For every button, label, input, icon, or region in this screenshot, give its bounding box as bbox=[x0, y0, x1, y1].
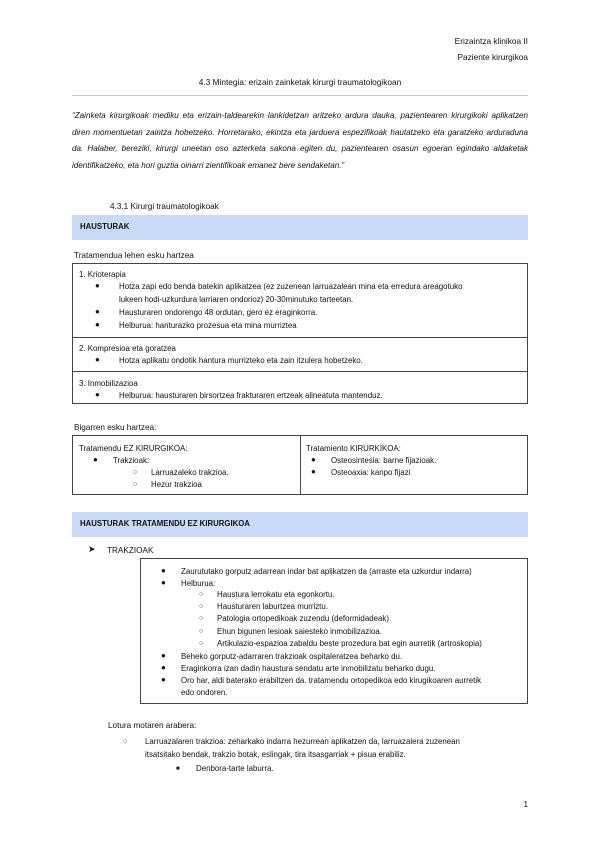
section-band-non-surgical bbox=[72, 512, 528, 537]
circle-bullet-icon: ○ bbox=[133, 481, 138, 488]
surgical-title: Tratamiento KIRURKIKOA: bbox=[306, 444, 401, 453]
list-item: Hausturaren ondorengo 48 ordutan, gero ez eraginkorra. bbox=[119, 308, 318, 317]
first-aid-title: Tratamendua lehen esku hartzea bbox=[74, 251, 194, 260]
list-item: Helburua: hausturaren birsortzea frakturaren ertzeak alineatuta mantenduz. bbox=[119, 391, 383, 400]
band-label: HAUSTURAK bbox=[80, 222, 130, 231]
arrow-bullet-icon: ➤ bbox=[88, 544, 96, 554]
first-aid-box bbox=[72, 263, 528, 404]
list-item: Helburua: hanturazko prozesua eta mina murriztea bbox=[119, 321, 297, 330]
second-intervention-table bbox=[72, 435, 528, 495]
krioterapia-title: 1. Krioterapia bbox=[79, 270, 126, 279]
bullet-icon: ● bbox=[95, 281, 100, 290]
non-surgical-title: Tratamendu EZ KIRURGIKOA: bbox=[79, 444, 188, 453]
circle-bullet-icon: ○ bbox=[123, 738, 128, 745]
kompresioa-title: 2. Kompresioa eta goratzea bbox=[79, 344, 176, 353]
section-subtitle: 4.3.1 Kirurgi traumatologikoak bbox=[110, 202, 219, 211]
square-bullet-icon: ■ bbox=[176, 766, 180, 772]
list-item: Haustura lerrokatu eta egonkortu. bbox=[217, 590, 335, 599]
subject-header: Paziente kirurgikoa bbox=[457, 52, 528, 62]
list-item: Hausturaren laburtzea murriztu. bbox=[217, 602, 328, 611]
bullet-icon: ● bbox=[95, 390, 100, 399]
row-divider bbox=[73, 337, 527, 338]
list-item: edo ondoren. bbox=[181, 688, 228, 697]
column-divider bbox=[300, 436, 301, 494]
bullet-icon: ● bbox=[95, 307, 100, 316]
traction-title: TRAKZIOAK bbox=[107, 546, 154, 555]
circle-bullet-icon: ○ bbox=[199, 591, 204, 598]
list-item: Oro har, aldi baterako erabiltzen da. tratamendu ortopedikoa edo kirugikoaren aurretik bbox=[181, 676, 482, 685]
list-item: lukeen hodi-uzkurdura larriaren ondorioz) 20-30minutuko tarteetan. bbox=[119, 295, 354, 304]
band-label: HAUSTURAK TRATAMENDU EZ KIRURGIKOA bbox=[80, 519, 250, 528]
traction-box bbox=[140, 558, 528, 704]
list-item: itsatsitako bendak, trakzio botak, eslingak, tira itsasgarriak + pisua erabiliz. bbox=[145, 750, 406, 759]
title-divider bbox=[72, 95, 528, 96]
list-item: Hotza aplikatu ondotik hantura murrizteko eta zain itzulera hobetzeko. bbox=[119, 356, 363, 365]
bullet-icon: ● bbox=[95, 355, 100, 364]
list-item: Osteoaxia: kanpo fijazi bbox=[331, 468, 411, 477]
bullet-icon: ● bbox=[93, 455, 98, 464]
circle-bullet-icon: ○ bbox=[199, 628, 204, 635]
bullet-icon: ● bbox=[311, 455, 316, 464]
list-item: Patologia ortopedikoak zuzendu (deformidadeak) bbox=[217, 614, 389, 623]
intro-quote: “Zainketa kirurgikoak mediku eta erizain-taldearekin lankidetzan aritzeko ardura dauka, pazientearen kirurgikoki aplikatzen diren momentuetan zaintza hobetzeko. Horretarako, ekintza eta jarduera espezifikoak hautatzeko eta garatzeko arduraduna da. Halaber, bereziki, kirurgi uneetan oso azterketa sakona egiten du, pazientearen osasun egoeran egindako aldaketak identifikatzeko, eta hori guztia oinarri zientifikoak emanez bere sendaketan.” bbox=[72, 111, 528, 170]
list-item: Artikulazio-espazioa zabaldu beste prozedura bat egin aurretik (artroskopia) bbox=[217, 639, 482, 648]
list-item: Larruazaleko trakzioa. bbox=[151, 468, 229, 477]
list-item: Trakzioak: bbox=[113, 456, 150, 465]
bullet-icon: ● bbox=[161, 566, 166, 575]
list-item: Zaurututako gorputz adarrean indar bat aplikatzen da (arraste eta uzkurdur indarra) bbox=[181, 567, 472, 576]
inmobilizazioa-title: 3. Inmobilizazioa bbox=[79, 379, 138, 388]
list-item: Beheko gorputz-adarraren trakzioak ospitaleratzea beharko du. bbox=[181, 652, 403, 661]
list-item: Eraginkorra izan dadin haustura sendatu arte inmobilizatu beharko dugu. bbox=[181, 664, 436, 673]
row-divider bbox=[73, 371, 527, 372]
list-item: Osteosintesia: barne fijazioak. bbox=[331, 456, 437, 465]
list-item: Helburua: bbox=[181, 579, 216, 588]
list-item: Denbora-tarte laburra. bbox=[196, 764, 274, 773]
second-intervention-title: Bigarren esku hartzea: bbox=[74, 423, 157, 432]
bullet-icon: ● bbox=[161, 675, 166, 684]
circle-bullet-icon: ○ bbox=[133, 469, 138, 476]
section-band-hausturak bbox=[72, 215, 528, 240]
bullet-icon: ● bbox=[95, 320, 100, 329]
bullet-icon: ● bbox=[311, 467, 316, 476]
circle-bullet-icon: ○ bbox=[199, 603, 204, 610]
list-item: Hezur trakzioa bbox=[151, 480, 202, 489]
circle-bullet-icon: ○ bbox=[199, 640, 204, 647]
circle-bullet-icon: ○ bbox=[199, 615, 204, 622]
course-header: Erizaintza klinikoa II bbox=[454, 36, 528, 46]
page-number: 1 bbox=[523, 800, 528, 809]
bullet-icon: ● bbox=[161, 651, 166, 660]
list-item: Ehun bigunen lesioak saiesteko inmobilizazioa. bbox=[217, 627, 382, 636]
bullet-icon: ● bbox=[161, 663, 166, 672]
list-item: Larruazalaren trakzioa: zeharkako indarra hezurrean aplikatzen da, larruazalera zuzenean bbox=[145, 737, 460, 746]
bond-type-title: Lotura motaren arabera: bbox=[108, 721, 197, 730]
page-title: 4.3 Mintegia: erizain zainketak kirurgi traumatologikoan bbox=[198, 77, 402, 87]
list-item: Hotza zapi edo benda batekin aplikatzea (ez zuzenean larruazalean mina eta erredura areagotuko bbox=[119, 282, 463, 291]
bullet-icon: ● bbox=[161, 578, 166, 587]
